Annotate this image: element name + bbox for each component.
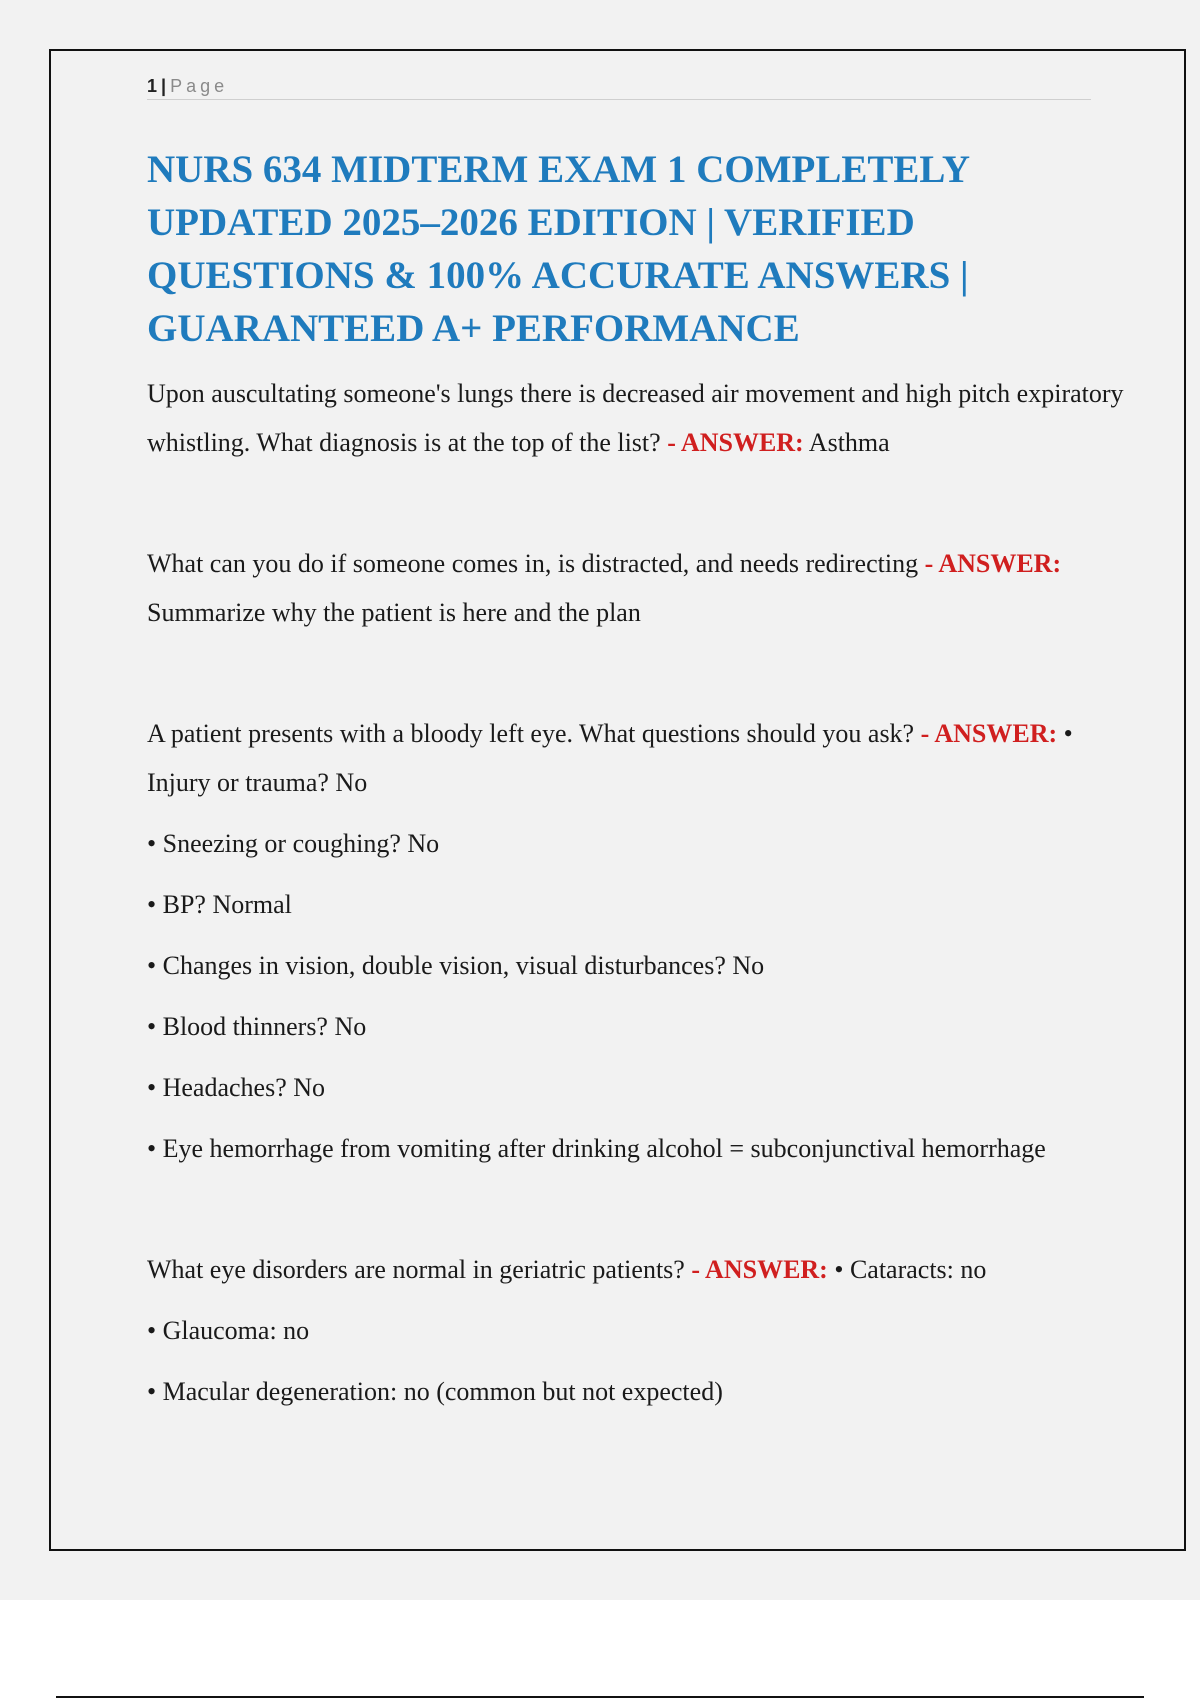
answer-marker: - ANSWER: (667, 428, 804, 457)
answer-marker: - ANSWER: (920, 719, 1058, 748)
page-number: 1 (147, 76, 158, 96)
page-separator: | (161, 76, 167, 96)
bullet-item: • Glaucoma: no (147, 1316, 310, 1345)
bullet-item: • Macular degeneration: no (common but not expected) (147, 1377, 723, 1406)
next-page-divider (56, 1696, 1144, 1698)
answer-text: Asthma (808, 428, 890, 457)
qa-content (147, 369, 1127, 1416)
bullet-item: • Headaches? No (147, 1073, 326, 1102)
bullet-item: • Blood thinners? No (147, 1012, 367, 1041)
document-page (49, 49, 1186, 1551)
qa-item-4 (147, 1245, 1127, 1294)
answer-text: • Injury or trauma? No (147, 719, 1073, 797)
answer-text: • Cataracts: no (834, 1255, 987, 1284)
bullet-item: • Changes in vision, double vision, visual disturbances? No (147, 951, 765, 980)
question-text: A patient presents with a bloody left eye. What questions should you ask? (147, 719, 915, 748)
answer-text: Summarize why the patient is here and the plan (147, 598, 641, 627)
qa-item-2 (147, 539, 1127, 637)
document-title: NURS 634 MIDTERM EXAM 1 COMPLETELY UPDATED 2025–2026 EDITION | VERIFIED QUESTIONS & 100% ACCURATE ANSWERS | GUARANTEED A+ PERFORMANCE (147, 148, 969, 350)
question-text: What can you do if someone comes in, is distracted, and needs redirecting (147, 549, 919, 578)
page-label: Page (170, 76, 229, 96)
bullet-item: • Eye hemorrhage from vomiting after drinking alcohol = subconjunctival hemorrhage (147, 1134, 1046, 1163)
question-text: What eye disorders are normal in geriatric patients? (147, 1255, 685, 1284)
qa-item-1 (147, 369, 1127, 467)
question-text: Upon auscultating someone's lungs there is decreased air movement and high pitch expiratory whistling. What diagnosis is at the top of the list? (147, 379, 1124, 457)
answer-marker: - ANSWER: (691, 1255, 828, 1284)
answer-marker: - ANSWER: (924, 549, 1062, 578)
bullet-item: • Sneezing or coughing? No (147, 829, 440, 858)
qa-item-3 (147, 709, 1127, 807)
bullet-item: • BP? Normal (147, 890, 292, 919)
page-header (147, 73, 1091, 100)
